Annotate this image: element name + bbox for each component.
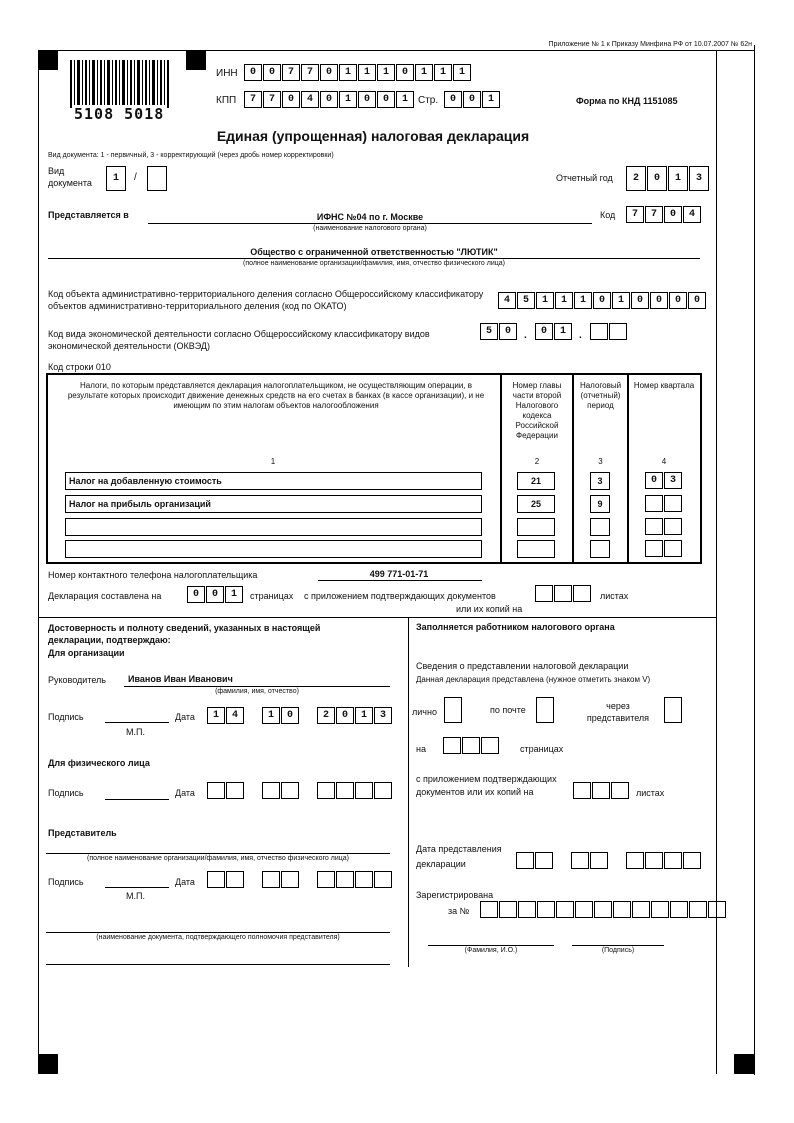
inn-digit[interactable]: 7 bbox=[301, 64, 319, 81]
kpp-digit[interactable]: 1 bbox=[396, 91, 414, 108]
tax-row-quarter bbox=[645, 472, 683, 489]
quarter-digit[interactable] bbox=[664, 518, 682, 535]
barcode-number: 5108 5018 bbox=[74, 105, 165, 123]
date-digit[interactable] bbox=[374, 871, 392, 888]
rep-document-line[interactable] bbox=[46, 932, 390, 933]
received-pages-cells bbox=[443, 737, 500, 754]
date-digit[interactable]: 1 bbox=[207, 707, 225, 724]
date-digit[interactable] bbox=[226, 782, 244, 799]
frame-top-line bbox=[38, 50, 754, 51]
kpp-digit[interactable]: 1 bbox=[339, 91, 357, 108]
org-sign-label: Подпись bbox=[48, 712, 84, 722]
date-digit[interactable]: 2 bbox=[317, 707, 335, 724]
tax-row-chapter[interactable]: 25 bbox=[517, 495, 555, 513]
submission-date-month bbox=[571, 852, 609, 869]
person-date-day bbox=[207, 782, 245, 799]
inn-digit[interactable]: 1 bbox=[453, 64, 471, 81]
pages-label: Декларация составлена на bbox=[48, 591, 162, 601]
inn-digit[interactable]: 0 bbox=[244, 64, 262, 81]
date-digit[interactable] bbox=[207, 782, 225, 799]
confirm-text: Достоверность и полноту сведений, указанных в настоящей декларации, подтверждаю: bbox=[48, 623, 321, 645]
phone-label: Номер контактного телефона налогоплательщика bbox=[48, 570, 258, 580]
person-sign-label: Подпись bbox=[48, 788, 84, 798]
representative-line[interactable] bbox=[46, 853, 390, 854]
authority-code-digit[interactable]: 0 bbox=[664, 206, 682, 223]
inn-label: ИНН bbox=[216, 68, 238, 79]
sheets-digit[interactable] bbox=[535, 585, 553, 602]
phone-value[interactable]: 499 771-01-71 bbox=[369, 569, 429, 579]
pages-copies: или их копий на bbox=[456, 604, 523, 614]
person-sign-line[interactable] bbox=[105, 799, 169, 800]
quarter-digit[interactable]: 3 bbox=[664, 472, 682, 489]
inn-digit[interactable]: 1 bbox=[358, 64, 376, 81]
section-vertical-divider bbox=[408, 617, 409, 967]
quarter-digit[interactable] bbox=[645, 495, 663, 512]
okved-part1-cells bbox=[480, 323, 518, 340]
inn-cells bbox=[244, 64, 472, 81]
authority-label: Представляется в bbox=[48, 210, 129, 220]
inn-digit[interactable]: 1 bbox=[434, 64, 452, 81]
report-year-digit[interactable]: 0 bbox=[647, 166, 667, 191]
submission-date-day bbox=[516, 852, 554, 869]
order-note: Приложение № 1 к Приказу Минфина РФ от 10.07.2007 № 62н bbox=[548, 41, 752, 48]
tax-row-period[interactable] bbox=[590, 540, 610, 558]
personally-label: лично bbox=[412, 707, 437, 717]
kpp-digit[interactable]: 7 bbox=[244, 91, 262, 108]
org-date-day bbox=[207, 707, 245, 724]
rep-document-line-2[interactable] bbox=[46, 964, 390, 965]
org-date-year bbox=[317, 707, 393, 724]
inn-digit[interactable]: 0 bbox=[263, 64, 281, 81]
officer-sign-caption: (Подпись) bbox=[601, 947, 635, 954]
okato-digit[interactable]: 0 bbox=[631, 292, 649, 309]
doc-type-slash: / bbox=[134, 172, 137, 183]
date-digit[interactable] bbox=[374, 782, 392, 799]
pages-digit[interactable]: 1 bbox=[225, 586, 243, 603]
table-col-divider bbox=[572, 374, 574, 563]
org-sign-line[interactable] bbox=[105, 722, 169, 723]
date-digit[interactable] bbox=[590, 852, 608, 869]
doc-type-label: Вид документа bbox=[48, 166, 92, 188]
page-label: Стр. bbox=[418, 95, 439, 106]
tax-row-quarter bbox=[645, 495, 683, 512]
submission-date-label: Дата представления декларации bbox=[416, 844, 502, 869]
date-digit[interactable] bbox=[664, 852, 682, 869]
table-header-description: Налоги, по которым представляется декларация налогоплательщиком, не осуществляющим операции, в результате которых происходит движение денежных средств на его счетах в банках (в кассе организации), и не имеющим по этим налогам объектов налогообложения bbox=[67, 381, 485, 410]
authority-code-cells bbox=[626, 206, 702, 223]
date-digit[interactable]: 3 bbox=[374, 707, 392, 724]
head-name[interactable]: Иванов Иван Иванович bbox=[128, 674, 233, 684]
organization-caption: (полное наименование организации/фамилия, имя, отчество физического лица) bbox=[242, 260, 505, 267]
corner-marker-bottom-right bbox=[734, 1054, 754, 1074]
phone-underline bbox=[318, 580, 482, 581]
date-digit[interactable] bbox=[355, 871, 373, 888]
report-year-label: Отчетный год bbox=[556, 173, 613, 183]
organization-name[interactable]: Общество с ограниченной ответственностью "ЛЮТИК" bbox=[250, 247, 498, 257]
reg-digit[interactable] bbox=[613, 901, 631, 918]
report-year-digit[interactable]: 1 bbox=[668, 166, 688, 191]
officer-name-caption: (Фамилия, И.О.) bbox=[464, 947, 518, 954]
barcode-image bbox=[70, 60, 170, 110]
reg-digit[interactable] bbox=[708, 901, 726, 918]
page-cells bbox=[444, 91, 501, 108]
report-year-digit[interactable]: 3 bbox=[689, 166, 709, 191]
okato-digit[interactable]: 0 bbox=[688, 292, 706, 309]
registration-number-cells bbox=[480, 901, 727, 918]
quarter-digit[interactable] bbox=[664, 495, 682, 512]
date-digit[interactable]: 1 bbox=[262, 707, 280, 724]
date-digit[interactable] bbox=[516, 852, 534, 869]
page-digit[interactable]: 0 bbox=[463, 91, 481, 108]
kpp-digit[interactable]: 4 bbox=[301, 91, 319, 108]
authority-code-digit[interactable]: 4 bbox=[683, 206, 701, 223]
okato-digit[interactable]: 4 bbox=[498, 292, 516, 309]
officer-sign-line[interactable] bbox=[572, 945, 664, 946]
okved-digit[interactable] bbox=[590, 323, 608, 340]
submission-date-year bbox=[626, 852, 702, 869]
rep-mp-label: М.П. bbox=[126, 891, 145, 901]
reg-digit[interactable] bbox=[632, 901, 650, 918]
date-digit[interactable] bbox=[317, 782, 335, 799]
report-year-digit[interactable]: 2 bbox=[626, 166, 646, 191]
inn-digit[interactable]: 1 bbox=[377, 64, 395, 81]
rep-document-caption: (наименование документа, подтверждающего полномочия представителя) bbox=[96, 934, 340, 941]
kpp-label: КПП bbox=[216, 95, 237, 106]
officer-name-line[interactable] bbox=[428, 945, 554, 946]
okved-digit[interactable]: 0 bbox=[535, 323, 553, 340]
received-sheets-digit[interactable] bbox=[592, 782, 610, 799]
inn-digit[interactable]: 0 bbox=[396, 64, 414, 81]
representative-label: Представитель bbox=[48, 828, 117, 838]
on-label: на bbox=[416, 744, 426, 754]
okved-label: Код вида экономической деятельности согласно Общероссийскому классификатору видов экономической деятельности (ОКВЭД) bbox=[48, 329, 430, 351]
tax-row-chapter[interactable]: 21 bbox=[517, 472, 555, 490]
okato-digit[interactable]: 1 bbox=[612, 292, 630, 309]
org-mp-label: М.П. bbox=[126, 727, 145, 737]
doc-correction-value[interactable] bbox=[147, 166, 167, 191]
received-sheets-cells bbox=[573, 782, 630, 799]
date-digit[interactable]: 4 bbox=[226, 707, 244, 724]
okato-digit[interactable]: 0 bbox=[593, 292, 611, 309]
authority-code-digit[interactable]: 7 bbox=[626, 206, 644, 223]
rep-date-label: Дата bbox=[175, 877, 195, 887]
pages-cells bbox=[187, 586, 244, 603]
okved-digit[interactable]: 0 bbox=[499, 323, 517, 340]
kpp-digit[interactable]: 0 bbox=[377, 91, 395, 108]
frame-left-line bbox=[38, 50, 39, 1070]
kpp-digit[interactable]: 7 bbox=[263, 91, 281, 108]
table-col-number: 2 bbox=[534, 457, 540, 466]
head-fio-caption: (фамилия, имя, отчество) bbox=[215, 688, 299, 695]
head-underline bbox=[124, 686, 390, 687]
date-digit[interactable] bbox=[535, 852, 553, 869]
kpp-digit[interactable]: 0 bbox=[320, 91, 338, 108]
reg-digit[interactable] bbox=[575, 901, 593, 918]
tax-office-method: Данная декларация представлена (нужное отметить знаком V) bbox=[416, 675, 651, 684]
okved-part2-cells bbox=[535, 323, 573, 340]
date-digit[interactable] bbox=[683, 852, 701, 869]
pages-word: страницах bbox=[250, 591, 294, 601]
okved-digit[interactable] bbox=[609, 323, 627, 340]
quarter-digit[interactable] bbox=[664, 540, 682, 557]
date-digit[interactable] bbox=[262, 782, 280, 799]
date-digit[interactable] bbox=[336, 782, 354, 799]
table-header-quarter: Номер квартала bbox=[633, 381, 695, 390]
reg-digit[interactable] bbox=[594, 901, 612, 918]
received-attach-label: с приложением подтверждающих документов или их копий на bbox=[416, 774, 557, 797]
via-representative-checkbox[interactable] bbox=[664, 697, 682, 723]
authority-value[interactable]: ИФНС №04 по г. Москве bbox=[316, 212, 424, 222]
okved-digit[interactable]: 5 bbox=[480, 323, 498, 340]
frame-right-line-2 bbox=[754, 45, 755, 1075]
reg-digit[interactable] bbox=[556, 901, 574, 918]
okved-part3-cells bbox=[590, 323, 628, 340]
line-code: Код строки 010 bbox=[48, 362, 111, 372]
organization-underline bbox=[48, 258, 700, 259]
table-header-chapter: Номер главы части второй Налогового кодекса Российской Федерации bbox=[512, 381, 562, 440]
pages-attach: с приложением подтверждающих документов bbox=[304, 591, 496, 601]
reg-digit[interactable] bbox=[651, 901, 669, 918]
corner-marker-top-left bbox=[38, 50, 58, 70]
corner-marker-top-center bbox=[186, 50, 206, 70]
reg-digit[interactable] bbox=[689, 901, 707, 918]
table-col-number: 3 bbox=[598, 457, 603, 466]
corner-marker-bottom-left bbox=[38, 1054, 58, 1074]
tax-row-name[interactable] bbox=[65, 518, 482, 536]
pages-digit[interactable]: 0 bbox=[206, 586, 224, 603]
inn-digit[interactable]: 1 bbox=[415, 64, 433, 81]
quarter-digit[interactable] bbox=[645, 518, 663, 535]
received-sheets-digit[interactable] bbox=[611, 782, 629, 799]
authority-code-digit[interactable]: 7 bbox=[645, 206, 663, 223]
table-col-number: 4 bbox=[661, 457, 667, 466]
date-digit[interactable] bbox=[571, 852, 589, 869]
okato-digit[interactable]: 0 bbox=[669, 292, 687, 309]
rep-date-year bbox=[317, 871, 393, 888]
attach-sheets-cells bbox=[535, 585, 592, 602]
date-digit[interactable] bbox=[281, 871, 299, 888]
kpp-digit[interactable]: 0 bbox=[282, 91, 300, 108]
received-pages-digit[interactable] bbox=[481, 737, 499, 754]
page-digit[interactable]: 0 bbox=[444, 91, 462, 108]
okved-dot-1: . bbox=[524, 330, 527, 341]
received-pages-word: страницах bbox=[520, 744, 564, 754]
via-representative-label: через представителя bbox=[586, 701, 650, 723]
org-date-month bbox=[262, 707, 300, 724]
for-person-label: Для физического лица bbox=[48, 758, 150, 768]
tax-row-period[interactable]: 9 bbox=[590, 495, 610, 513]
kpp-cells bbox=[244, 91, 415, 108]
sheets-digit[interactable] bbox=[554, 585, 572, 602]
doc-type-cells bbox=[106, 166, 127, 191]
head-label: Руководитель bbox=[48, 675, 106, 685]
by-mail-checkbox[interactable] bbox=[536, 697, 554, 723]
date-digit[interactable] bbox=[226, 871, 244, 888]
kpp-digit[interactable]: 0 bbox=[358, 91, 376, 108]
representative-caption: (полное наименование организации/фамилия, имя, отчество физического лица) bbox=[86, 855, 349, 862]
okato-digit[interactable]: 5 bbox=[517, 292, 535, 309]
rep-date-day bbox=[207, 871, 245, 888]
doc-type-note: Вид документа: 1 - первичный, 3 - корректирующий (через дробь номер корректировки) bbox=[48, 152, 334, 159]
quarter-digit[interactable]: 0 bbox=[645, 472, 663, 489]
date-digit[interactable] bbox=[317, 871, 335, 888]
personally-checkbox[interactable] bbox=[444, 697, 462, 723]
date-digit[interactable] bbox=[355, 782, 373, 799]
received-pages-digit[interactable] bbox=[443, 737, 461, 754]
date-digit[interactable] bbox=[262, 871, 280, 888]
pages-sheets: листах bbox=[600, 591, 629, 601]
inn-digit[interactable]: 7 bbox=[282, 64, 300, 81]
reg-digit[interactable] bbox=[480, 901, 498, 918]
okved-dot-2: . bbox=[579, 330, 582, 341]
date-digit[interactable]: 0 bbox=[336, 707, 354, 724]
received-sheets-digit[interactable] bbox=[573, 782, 591, 799]
by-mail-label: по почте bbox=[490, 705, 526, 715]
tax-office-info: Сведения о представлении налоговой декларации bbox=[416, 661, 629, 671]
org-date-label: Дата bbox=[175, 712, 195, 722]
inn-digit[interactable]: 0 bbox=[320, 64, 338, 81]
doc-correction-cells bbox=[147, 166, 168, 191]
tax-row-name[interactable]: Налог на прибыль организаций bbox=[65, 495, 482, 513]
report-year-cells bbox=[626, 166, 710, 191]
received-pages-digit[interactable] bbox=[462, 737, 480, 754]
section-divider bbox=[38, 617, 716, 618]
authority-code-label: Код bbox=[600, 210, 616, 220]
table-col-number: 1 bbox=[270, 457, 276, 466]
okato-digit[interactable]: 0 bbox=[650, 292, 668, 309]
person-date-label: Дата bbox=[175, 788, 195, 798]
rep-sign-label: Подпись bbox=[48, 877, 84, 887]
okato-cells bbox=[498, 292, 707, 309]
date-digit[interactable] bbox=[336, 871, 354, 888]
reg-digit[interactable] bbox=[499, 901, 517, 918]
tax-row-period[interactable] bbox=[590, 518, 610, 536]
okved-digit[interactable]: 1 bbox=[554, 323, 572, 340]
document-title: Единая (упрощенная) налоговая декларация bbox=[216, 128, 530, 144]
date-digit[interactable] bbox=[626, 852, 644, 869]
page-digit[interactable]: 1 bbox=[482, 91, 500, 108]
quarter-digit[interactable] bbox=[645, 540, 663, 557]
sheets-digit[interactable] bbox=[573, 585, 591, 602]
okato-digit[interactable]: 1 bbox=[574, 292, 592, 309]
tax-office-title: Заполняется работником налогового органа bbox=[416, 622, 615, 632]
tax-row-name[interactable]: Налог на добавленную стоимость bbox=[65, 472, 482, 490]
tax-row-chapter[interactable] bbox=[517, 518, 555, 536]
registration-number-label: за № bbox=[448, 906, 470, 916]
for-organization-label: Для организации bbox=[48, 648, 125, 658]
pages-digit[interactable]: 0 bbox=[187, 586, 205, 603]
okato-digit[interactable]: 1 bbox=[536, 292, 554, 309]
date-digit[interactable] bbox=[645, 852, 663, 869]
doc-type-value[interactable]: 1 bbox=[106, 166, 126, 191]
reg-digit[interactable] bbox=[518, 901, 536, 918]
rep-sign-line[interactable] bbox=[105, 887, 169, 888]
tax-row-quarter bbox=[645, 540, 683, 557]
received-sheets-word: листах bbox=[636, 788, 665, 798]
authority-caption: (наименование налогового органа) bbox=[313, 225, 427, 232]
date-digit[interactable]: 1 bbox=[355, 707, 373, 724]
reg-digit[interactable] bbox=[670, 901, 688, 918]
table-col-divider bbox=[627, 374, 629, 563]
table-col-divider bbox=[500, 374, 502, 563]
okato-label: Код объекта административно-территориального деления согласно Общероссийскому классификатору объектов административно-территориального деления (код по ОКАТО) bbox=[48, 289, 484, 311]
person-date-month bbox=[262, 782, 300, 799]
inn-digit[interactable]: 1 bbox=[339, 64, 357, 81]
date-digit[interactable] bbox=[207, 871, 225, 888]
okato-digit[interactable]: 1 bbox=[555, 292, 573, 309]
tax-row-chapter[interactable] bbox=[517, 540, 555, 558]
tax-row-quarter bbox=[645, 518, 683, 535]
person-date-year bbox=[317, 782, 393, 799]
form-code: Форма по КНД 1151085 bbox=[576, 96, 678, 106]
registered-label: Зарегистрирована bbox=[416, 890, 494, 900]
table-header-period: Налоговый (отчетный) период bbox=[579, 381, 622, 410]
reg-digit[interactable] bbox=[537, 901, 555, 918]
frame-right-line bbox=[716, 50, 717, 1074]
tax-row-name[interactable] bbox=[65, 540, 482, 558]
authority-underline bbox=[148, 223, 592, 224]
date-digit[interactable] bbox=[281, 782, 299, 799]
date-digit[interactable]: 0 bbox=[281, 707, 299, 724]
tax-row-period[interactable]: 3 bbox=[590, 472, 610, 490]
rep-date-month bbox=[262, 871, 300, 888]
